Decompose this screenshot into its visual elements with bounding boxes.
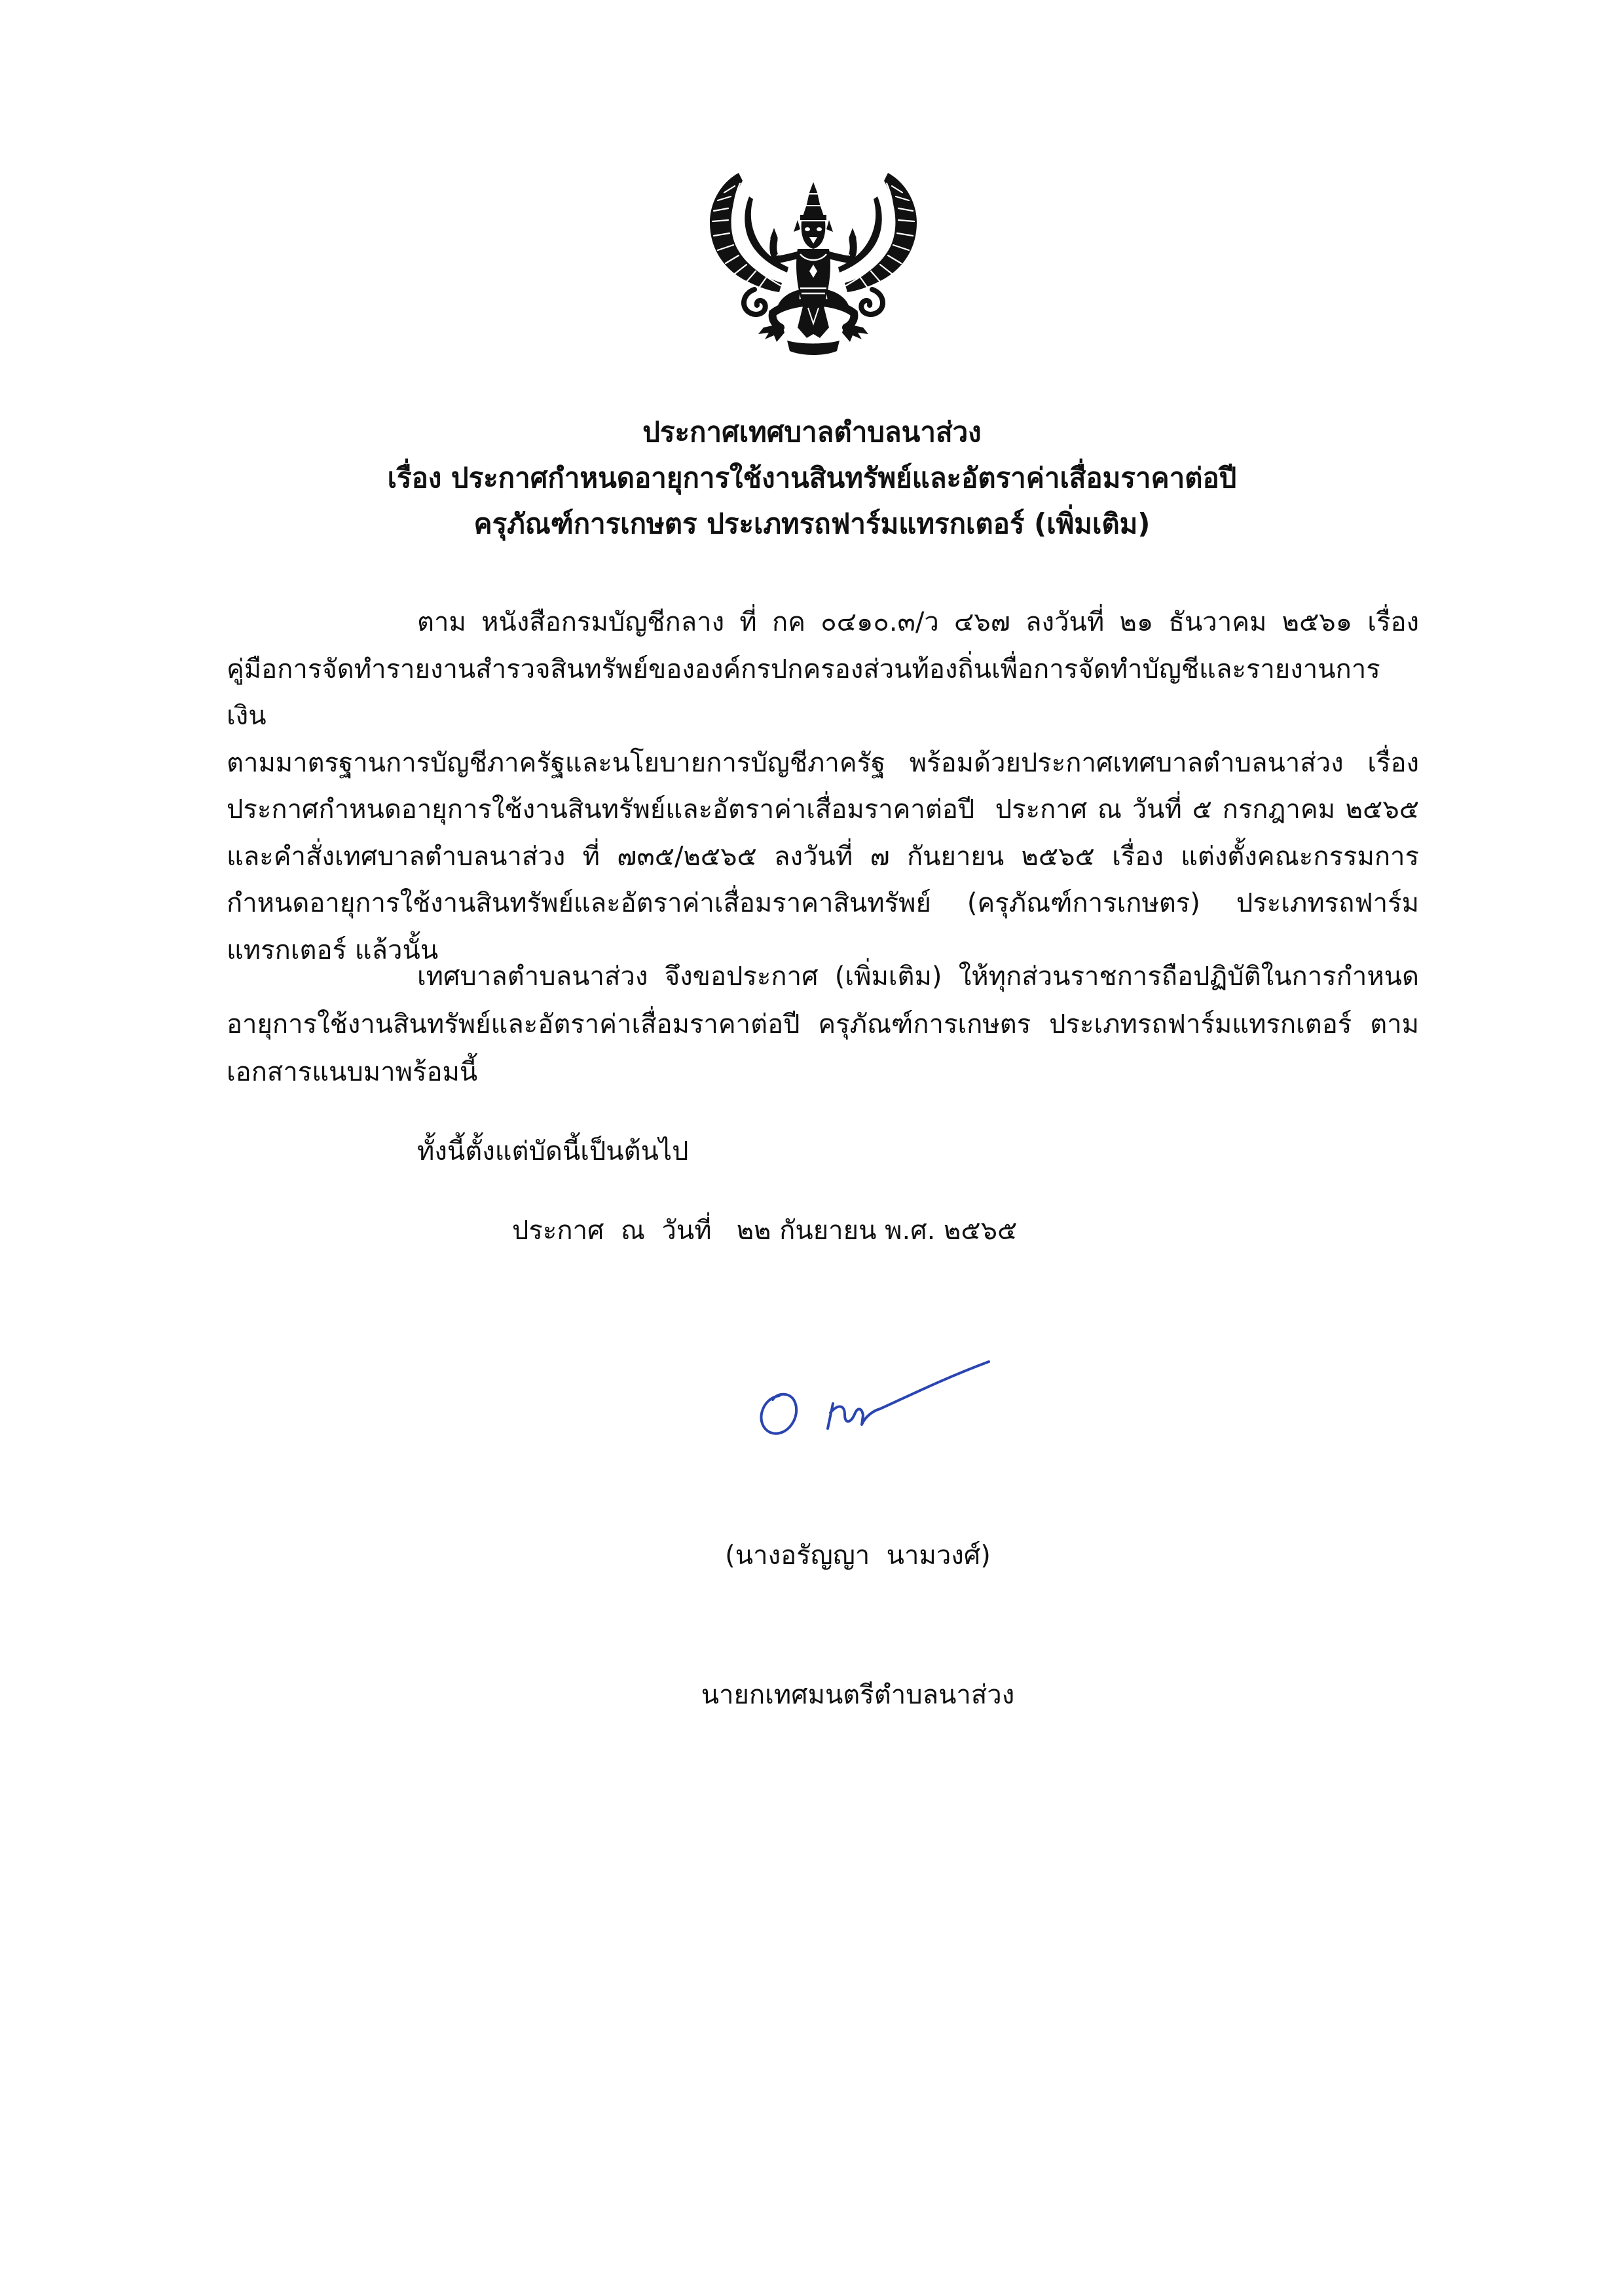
garuda-tail <box>787 301 840 355</box>
subject-line-1: เรื่อง ประกาศกำหนดอายุการใช้งานสินทรัพย์และอัตราค่าเสื่อมราคาต่อปี <box>387 462 1237 494</box>
announcement-date: ประกาศ ณ วันที่ ๒๒ กันยายน พ.ศ. ๒๕๖๕ <box>512 1216 1018 1246</box>
garuda-face <box>802 221 826 249</box>
effective-clause: ทั้งนี้ตั้งแต่บัดนี้เป็นต้นไป <box>417 1136 689 1166</box>
body-paragraph-1 <box>227 599 1419 974</box>
announcement-title: ประกาศเทศบาลตำบลนาส่วง <box>642 416 982 448</box>
garuda-left-half <box>710 173 804 342</box>
paragraph-line: ตามมาตรฐานการบัญชีภาครัฐและนโยบายการบัญชีภาครัฐ พร้อมด้วยประกาศเทศบาลตำบลนาส่วง เรื่อง <box>227 747 1419 778</box>
signature-loop <box>761 1394 796 1434</box>
paragraph-line: เอกสารแนบมาพร้อมนี้ <box>227 1057 478 1087</box>
garuda-emblem-icon <box>709 173 918 359</box>
paragraph-line: อายุการใช้งานสินทรัพย์และอัตราค่าเสื่อมราคาต่อปี ครุภัณฑ์การเกษตร ประเภทรถฟาร์มแทรกเตอร์ ตาม <box>227 1009 1419 1039</box>
handwritten-signature <box>747 1353 995 1447</box>
signatory-name: (นางอรัญญา นามวงศ์) <box>725 1540 991 1571</box>
paragraph-line: กำหนดอายุการใช้งานสินทรัพย์และอัตราค่าเสื่อมราคาสินทรัพย์ (ครุภัณฑ์การเกษตร) ประเภทรถฟาร์ม <box>227 888 1419 918</box>
signatory-position: นายกเทศมนตรีตำบลนาส่วง <box>701 1680 1015 1710</box>
paragraph-line: และคำสั่งเทศบาลตำบลนาส่วง ที่ ๗๓๕/๒๕๖๕ ลงวันที่ ๗ กันยายน ๒๕๖๕ เรื่อง แต่งตั้งคณะกรรมการ <box>227 841 1419 872</box>
document-header <box>0 409 1624 547</box>
paragraph-line: ประกาศกำหนดอายุการใช้งานสินทรัพย์และอัตราค่าเสื่อมราคาต่อปี ประกาศ ณ วันที่ ๕ กรกฎาคม ๒๕๖๕ <box>227 794 1419 825</box>
paragraph-line: แทรกเตอร์ แล้วนั้น <box>227 935 439 965</box>
signatory-block <box>655 1440 1061 1812</box>
subject-line-2: ครุภัณฑ์การเกษตร ประเภทรถฟาร์มแทรกเตอร์ (เพิ่มเติม) <box>473 508 1151 540</box>
signature-stroke <box>828 1362 989 1428</box>
paragraph-line: คู่มือการจัดทำรายงานสำรวจสินทรัพย์ขององค์กรปกครองส่วนท้องถิ่นเพื่อการจัดทำบัญชีและรายงานการเงิน <box>227 654 1380 731</box>
paragraph-line: ตาม หนังสือกรมบัญชีกลาง ที่ กค ๐๔๑๐.๓/ว ๔๖๗ ลงวันที่ ๒๑ ธันวาคม ๒๕๖๑ เรื่อง <box>417 607 1419 637</box>
body-paragraph-2 <box>227 953 1419 1096</box>
paragraph-line: เทศบาลตำบลนาส่วง จึงขอประกาศ (เพิ่มเติม) ให้ทุกส่วนราชการถือปฏิบัติในการกำหนด <box>417 961 1419 992</box>
garuda-body <box>796 249 830 301</box>
garuda-right-half <box>822 173 917 342</box>
